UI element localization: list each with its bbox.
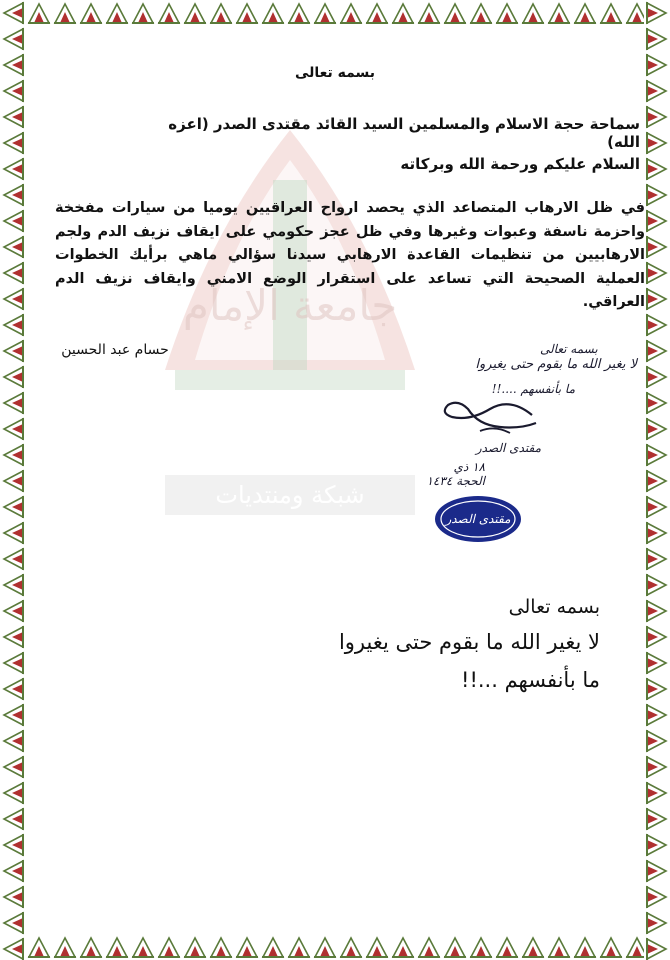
letter-heading: بسمه تعالى [294,65,376,81]
border-right [644,0,670,960]
border-bottom [0,934,670,960]
letter-sender: حسام عبد الحسين [61,342,169,358]
watermark-title: جامعة الإمام [182,281,398,330]
watermark-subtitle: شبكة ومنتديات [215,481,365,509]
watermark-logo [155,120,425,540]
seal-text: مقتدى الصدر [445,512,511,526]
letter-greeting: السلام عليكم ورحمة الله وبركاته [400,155,640,173]
border-left [0,0,26,960]
handwritten-line-1: لا يغير الله ما بقوم حتى يغيروا [475,357,637,372]
printed-reply-line-2: ما بأنفسهم ...!! [461,668,600,692]
printed-reply-line-1: لا يغير الله ما بقوم حتى يغيروا [338,630,600,654]
letter-body: في ظل الارهاب المتصاعد الذي يحصد ارواح العراقيين يوميا من سيارات مفخخة واحزمة ناسفة وعبوات وغيرها وفي ظل عجز حكومي على ايقاف نزيف الدم ولجم الارهابيين من تنظيمات القاعدة الارهابي سيدنا سؤالي ماهي برأيك الخطوات العملية الصحيحة التي تساعد على استقرار الوضع الامني وايقاف نزيف الدم العراقي. [55,200,645,310]
signature-name: مقتدى الصدر [475,441,541,455]
official-seal [432,493,524,545]
handwritten-heading: بسمه تعالى [540,342,598,356]
handwritten-line-2: ما بأنفسهم ....!! [491,382,575,396]
signature-date: ١٨ ذي الحجة ١٤٣٤ [426,460,485,488]
printed-reply-heading: بسمه تعالى [508,596,600,618]
signature-scribble [440,395,540,440]
border-top [0,0,670,26]
letter-address: سماحة حجة الاسلام والمسلمين السيد القائد مقتدى الصدر (اعزه الله) [168,115,640,151]
